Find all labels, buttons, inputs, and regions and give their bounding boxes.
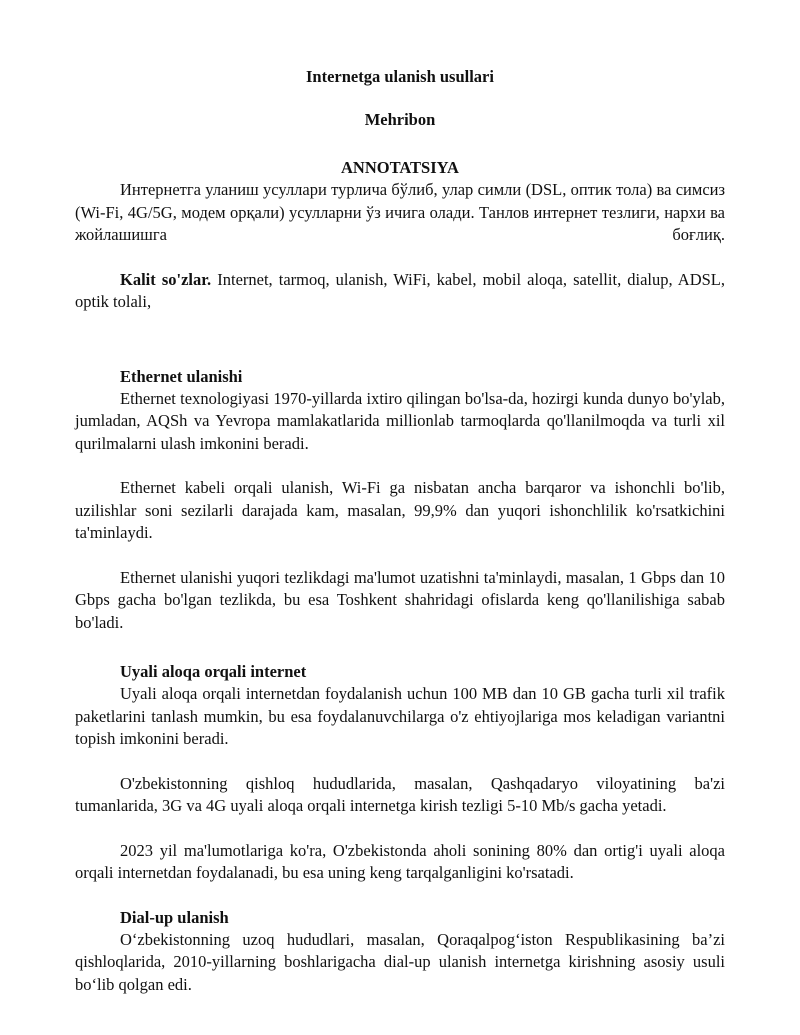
annotation-text: Интернетга уланиш усуллари турлича бўлиб, улар симли (DSL, оптик тола) ва симсиз (Wi-Fi, 4G/5G, модем орқали) усулларни ўз ичига олади. Танлов интернет тезлиги, нархи ва жойлашишга боғлиқ. [75, 180, 725, 244]
paragraph: Ethernet texnologiyasi 1970-yillarda ixtiro qilingan bo'lsa-da, hozirgi kunda dunyo bo'ylab, jumladan, AQSh va Yevropa mamlakatlarida millionlab tarmoqlarda qo'llanilmoqda va turli xil qurilmalarni ulash imkonini beradi. [75, 388, 725, 453]
paragraph: Ethernet kabeli orqali ulanish, Wi-Fi ga nisbatan ancha barqaror va ishonchli bo'lib, uzilishlar soni sezilarli darajada kam, masalan, 99,9% dan yuqori ishonchlilik ko'rsatkichini ta'minlaydi. [75, 478, 725, 542]
spacer [75, 818, 725, 840]
author-name: Mehribon [364, 110, 436, 129]
section-heading-dialup: Dial-up ulanish [120, 907, 229, 927]
paragraph: Ethernet ulanishi yuqori tezlikdagi ma'lumot uzatishni ta'minlaydi, masalan, 1 Gbps dan 10 Gbps gacha bo'lgan tezlikda, bu esa Toshkent shahridagi ofislarda keng qo'llanilishiga sabab bo'ladi. [75, 567, 725, 632]
paragraph: O'zbekistonning qishloq hududlarida, masalan, Qashqadaryo viloyatining ba'zi tumanlarida, 3G va 4G uyali aloqa orqali internetga kirish tezligi 5-10 Mb/s gacha yetadi. [75, 773, 725, 815]
section-heading-ethernet: Ethernet ulanishi [120, 366, 243, 386]
spacer [75, 545, 725, 567]
keywords-paragraph [75, 269, 725, 314]
spacer [75, 751, 725, 773]
spacer [75, 314, 725, 366]
spacer [75, 634, 725, 661]
spacer [75, 455, 725, 477]
spacer [75, 247, 725, 269]
paragraph: 2023 yil ma'lumotlariga ko'ra, O'zbekistonda aholi sonining 80% dan ortig'i uyali aloqa orqali internetdan foydalanadi, bu esa uning keng tarqalganligini ko'rsatadi. [75, 840, 725, 882]
document-title: Internetga ulanish usullari [306, 67, 494, 86]
keywords-label: Kalit so'zlar. [120, 269, 212, 289]
spacer [75, 885, 725, 907]
paragraph: Uyali aloqa orqali internetdan foydalanish uchun 100 MB dan 10 GB gacha turli xil trafik paketlarini tanlash mumkin, bu esa foydalanuvchilarga o'z ehtiyojlariga mos keladigan variantni topish imkonini beradi. [75, 684, 725, 748]
annotation-heading: ANNOTATSIYA [341, 158, 459, 177]
paragraph: O‘zbekistonning uzoq hudud​lari, masalan, Qoraqalpog‘iston Respublikasining ba’zi qishloqlarida, 2010-yillarning boshlarigacha dial-up ulanish internetga kirishning asosiy usuli bo‘lib qolgan edi. [75, 929, 725, 994]
keywords-text: Internet, tarmoq, ulanish, WiFi, kabel, mobil aloqa, satellit, dialup, ADSL, optik tolali, [75, 269, 725, 311]
section-heading-mobile: Uyali aloqa orqali internet [120, 662, 307, 681]
